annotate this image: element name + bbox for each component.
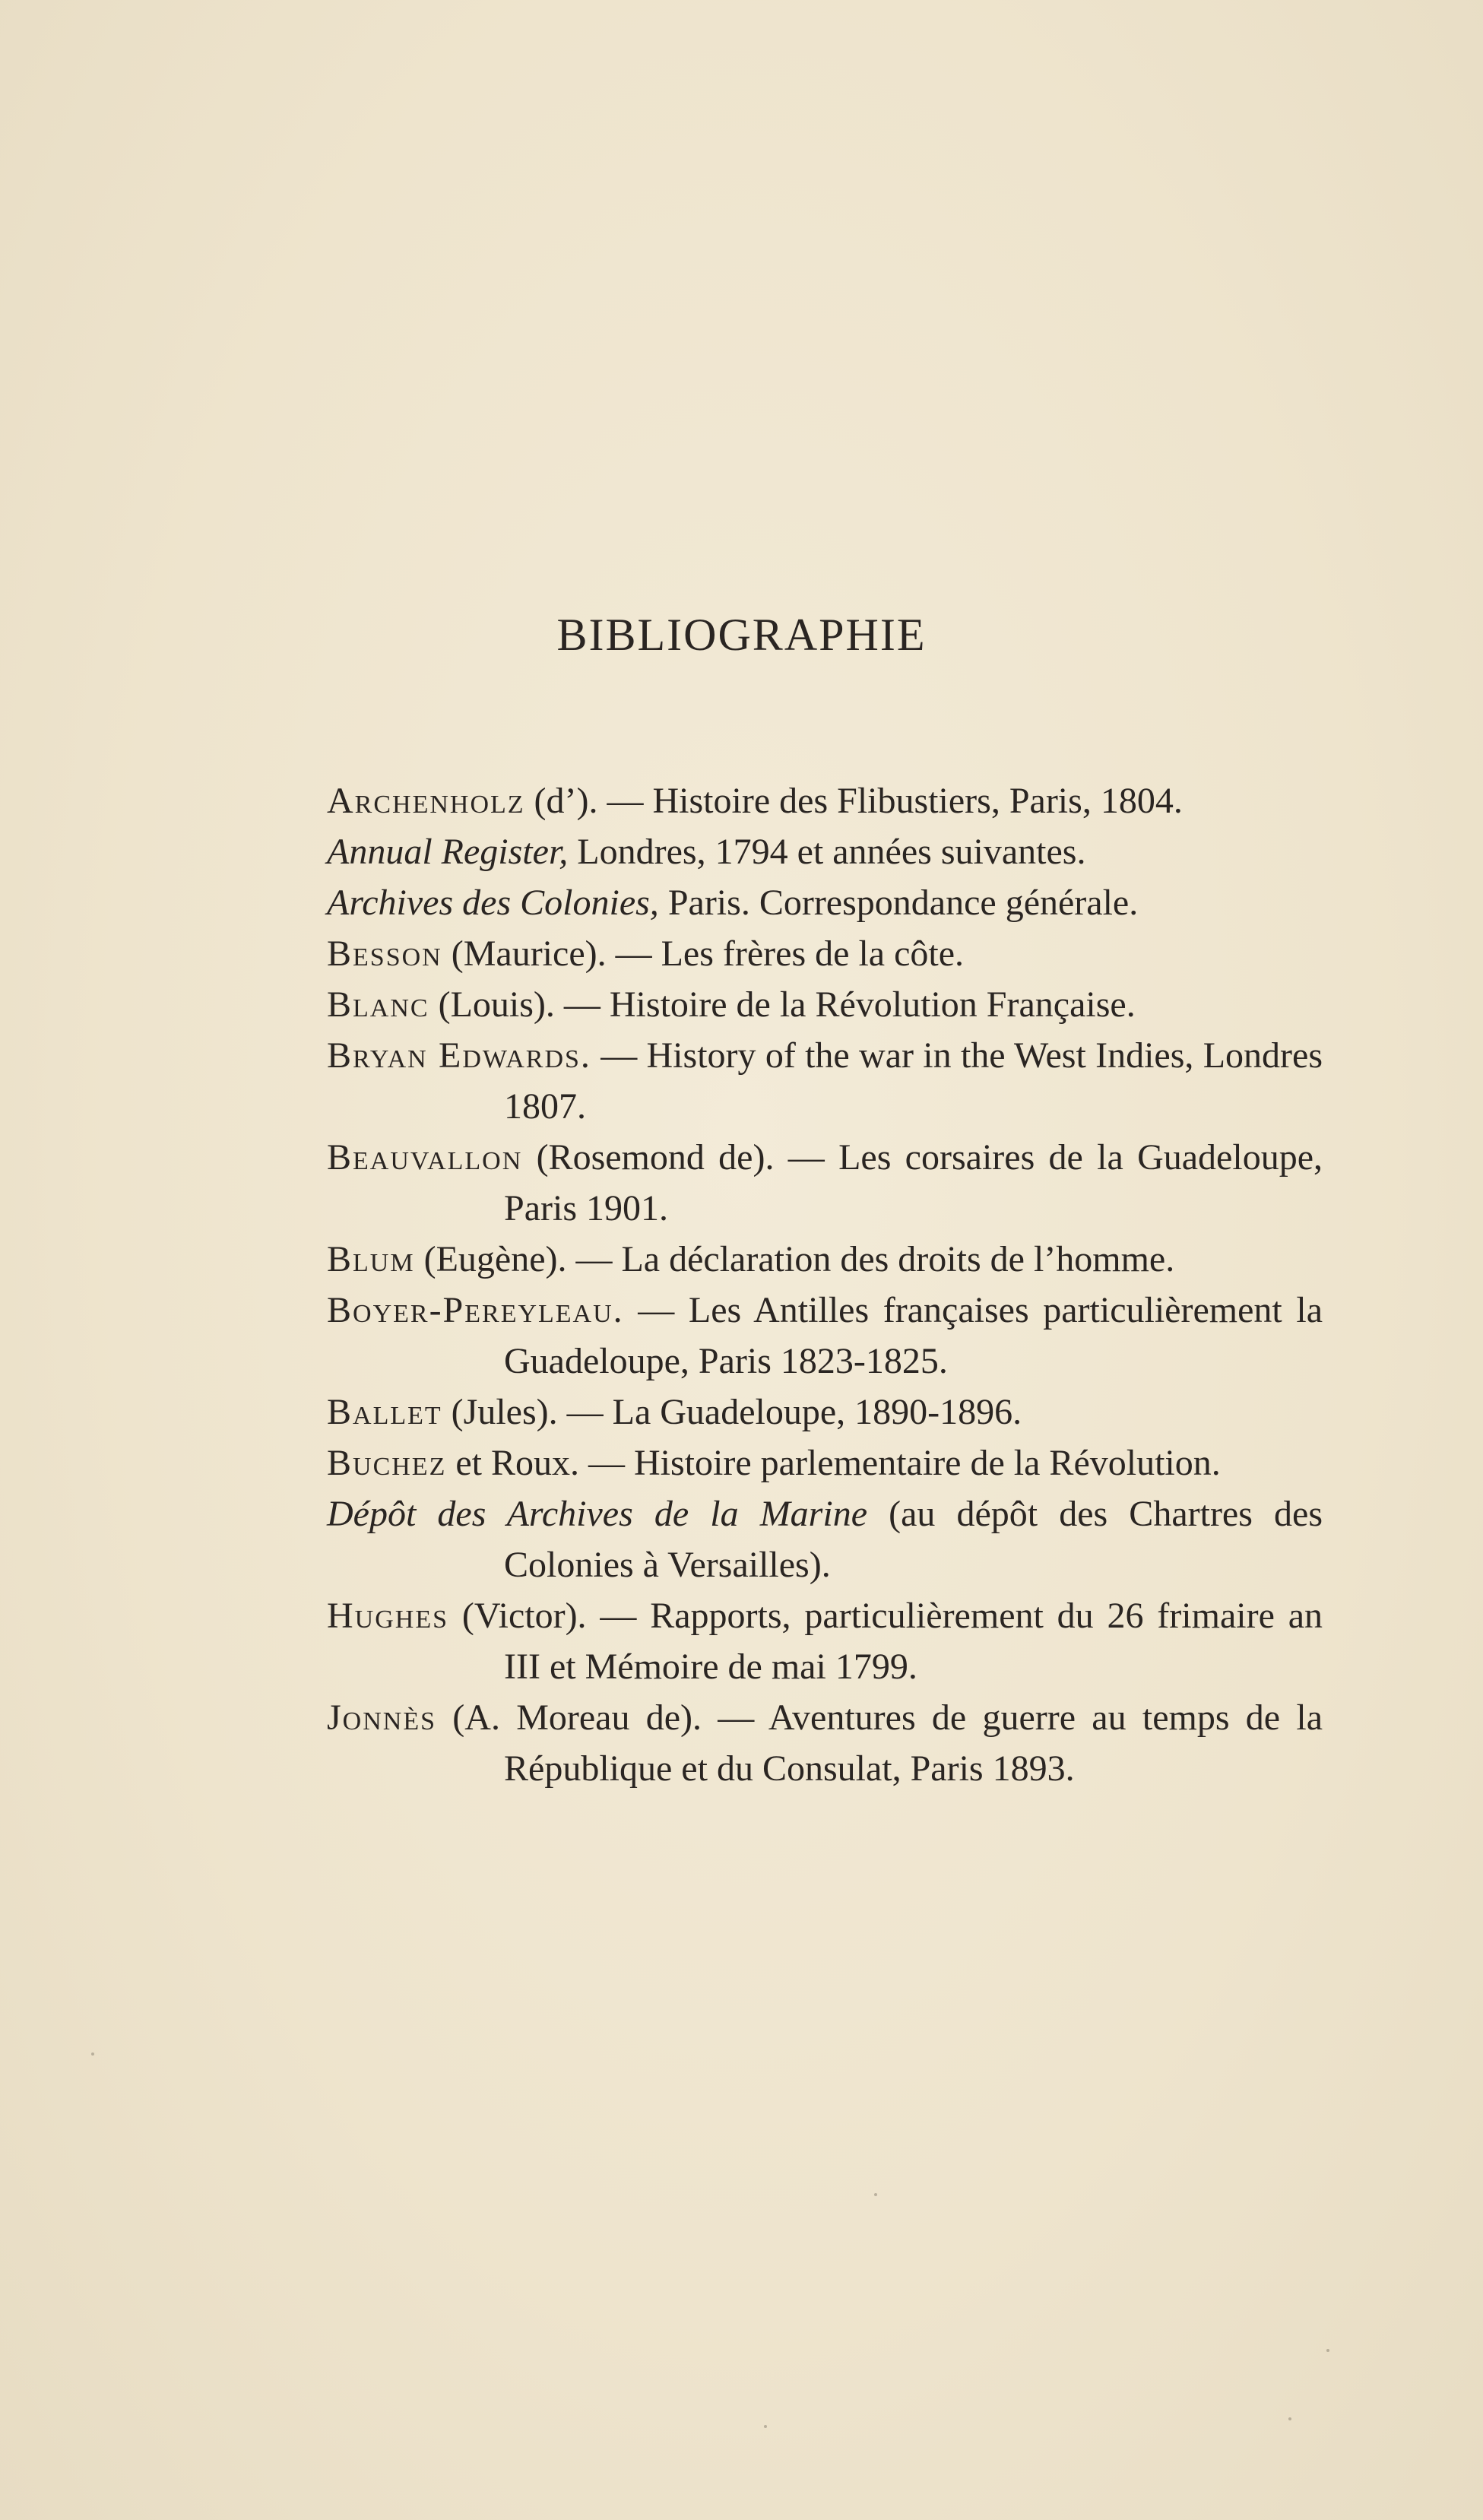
- entry-text: Paris. Correspondance générale.: [658, 883, 1139, 923]
- entry-author: Archenholz: [327, 781, 525, 821]
- entry-text: — Les Antilles françaises particulièrement la Guadeloupe, Paris 1823-1825.: [504, 1290, 1323, 1381]
- bibliography-entry: [327, 1132, 1323, 1234]
- entry-text: (Victor). — Rapports, particulièrement du 26 frimaire an III et Mémoire de mai 1799.: [448, 1596, 1323, 1687]
- entry-author: Annual Register,: [327, 832, 569, 872]
- bibliography-entry: [327, 877, 1323, 928]
- entry-text: (Maurice). — Les frères de la côte.: [442, 934, 965, 974]
- entry-author: Hughes: [327, 1596, 449, 1636]
- entry-author: Blum: [327, 1239, 415, 1279]
- entry-text: (au dépôt des Chartres des Colonies à Versailles).: [504, 1494, 1323, 1585]
- entry-author: Buchez: [327, 1443, 447, 1483]
- bibliography-entry: [327, 1692, 1323, 1794]
- bibliography-entry: [327, 1234, 1323, 1285]
- entry-text: (Louis). — Histoire de la Révolution Française.: [429, 984, 1136, 1025]
- entry-text: (Eugène). — La déclaration des droits de l’homme.: [414, 1239, 1175, 1279]
- bibliography-entry: [327, 979, 1323, 1030]
- bibliography-entry: [327, 1438, 1323, 1488]
- entry-text: (Rosemond de). — Les corsaires de la Guadeloupe, Paris 1901.: [504, 1137, 1323, 1228]
- entry-text: (Jules). — La Guadeloupe, 1890-1896.: [442, 1392, 1022, 1432]
- bibliography-entry: [327, 775, 1323, 826]
- entry-author: Besson: [327, 934, 442, 974]
- bibliography-list: [327, 775, 1323, 1794]
- bibliography-entry: [327, 1590, 1323, 1692]
- bibliography-entry: [327, 928, 1323, 979]
- entry-text: Londres, 1794 et années suivantes.: [568, 832, 1086, 872]
- paper-speck: [91, 2052, 94, 2056]
- entry-text: — History of the war in the West Indies, Londres 1807.: [504, 1035, 1323, 1127]
- entry-author: Boyer-Pereyleau.: [327, 1290, 624, 1330]
- entry-author: Bryan Edwards.: [327, 1035, 591, 1076]
- page-title: BIBLIOGRAPHIE: [556, 610, 927, 660]
- entry-author: Archives des Colonies,: [327, 883, 659, 923]
- entry-text: et Roux. — Histoire parlementaire de la Révolution.: [446, 1443, 1221, 1483]
- bibliography-entry: [327, 1488, 1323, 1590]
- paper-speck: [764, 2425, 767, 2428]
- entry-author: Jonnès: [327, 1697, 437, 1738]
- entry-author: Blanc: [327, 984, 429, 1025]
- paper-speck: [1288, 2417, 1291, 2420]
- bibliography-entry: [327, 1387, 1323, 1438]
- paper-speck: [1326, 2349, 1329, 2352]
- entry-text: (d’). — Histoire des Flibustiers, Paris, 1804.: [524, 781, 1183, 821]
- bibliography-entry: [327, 1030, 1323, 1132]
- entry-author: Beauvallon: [327, 1137, 523, 1178]
- entry-author: Dépôt des Archives de la Marine: [327, 1494, 867, 1534]
- entry-author: Ballet: [327, 1392, 442, 1432]
- bibliography-entry: [327, 826, 1323, 877]
- paper-speck: [874, 2193, 877, 2196]
- bibliography-entry: [327, 1285, 1323, 1387]
- entry-text: (A. Moreau de). — Aventures de guerre au temps de la République et du Consulat, Paris 1893.: [436, 1697, 1323, 1789]
